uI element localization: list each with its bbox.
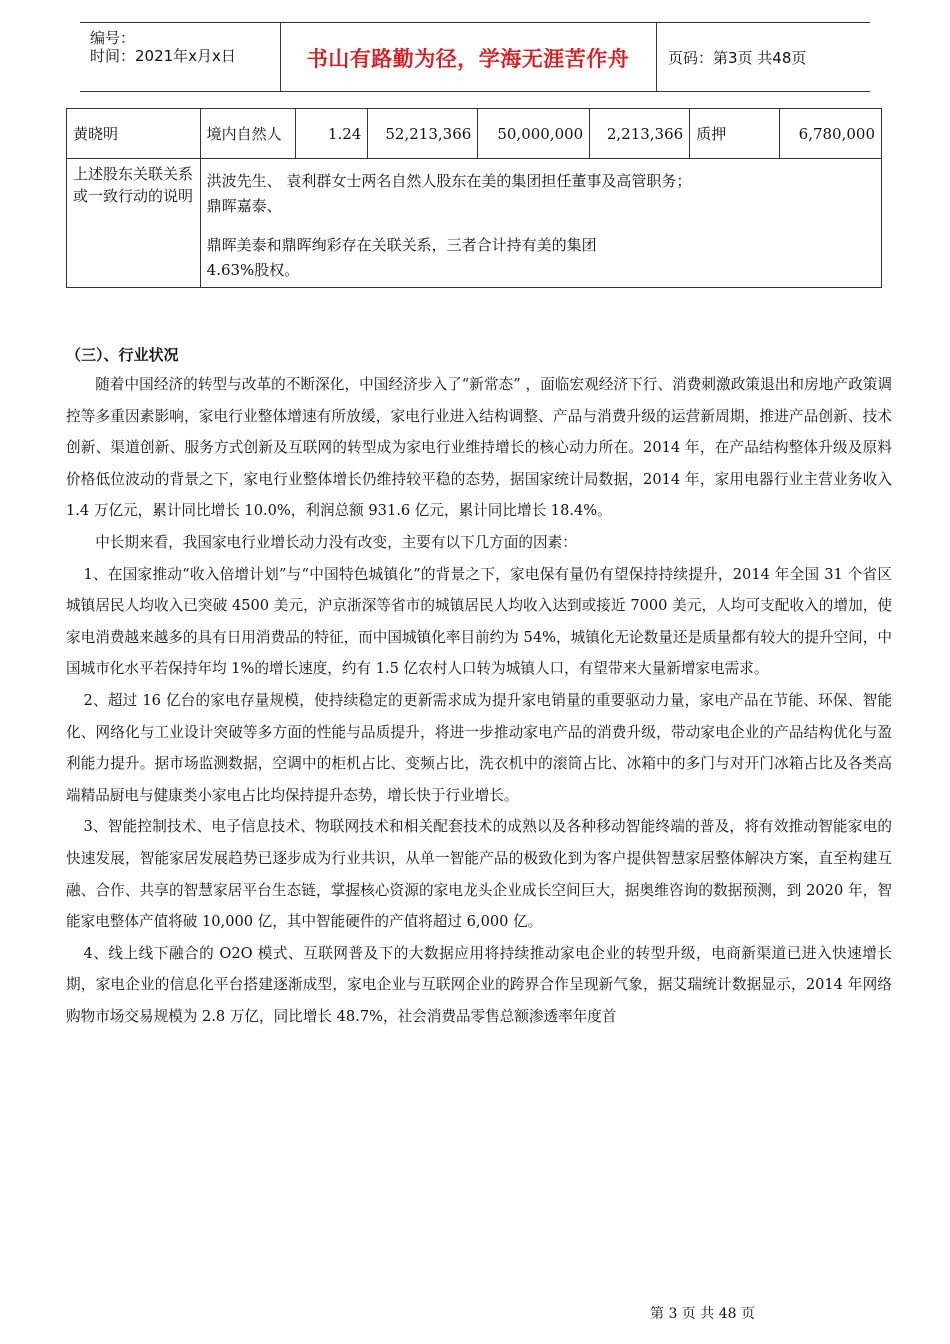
section-title: （三）、行业状况: [66, 346, 179, 364]
header-motto: 书山有路勤为径，学海无涯苦作舟: [306, 47, 630, 71]
header-divider: [280, 23, 281, 91]
shares-total: 52,213,366: [368, 109, 478, 159]
list-paragraph: 4、线上线下融合的 O2O 模式、互联网普及下的大数据应用将持续推动家电企业的转型升级，电商新渠道已进入快速增长期，家电企业的信息化平台搭建逐渐成型，家电企业与互联网企业的跨界合作呈现新气象，据艾瑞统计数据显示，2014 年网络购物市场交易规模为 2.8 万亿，同比增长 48.7%，社会消费品零售总额渗透率年度首: [66, 944, 892, 1025]
header-page-number: 页码：第3页 共48页: [668, 49, 807, 67]
table-row: [67, 109, 882, 159]
relation-description: [200, 159, 881, 288]
relation-line: 4.63%股权。: [206, 261, 300, 279]
page-footer: 第 3 页 共 48 页: [650, 1306, 755, 1322]
doc-number: 编号：: [90, 29, 136, 47]
shareholder-type: 境内自然人: [200, 109, 296, 159]
paragraph: 随着中国经济的转型与改革的不断深化，中国经济步入了“新常态” ，面临宏观经济下行、消费刺激政策退出和房地产政策调控等多重因素影响，家电行业整体增速有所放缓，家电行业进入结构调整、产品与消费升级的运营新周期，推进产品创新、技术创新、渠道创新、服务方式创新及互联网的转型成为家电行业维持增长的核心动力所在。2014 年，在产品结构整体升级及原料价格低位波动的背景之下，家电行业整体增长仍维持较平稳的态势，据国家统计局数据，2014 年，家用电器行业主营业务收入 1.4 万亿元，累计同比增长 10.0%，利润总额 931.6 亿元，累计同比增长 18.4%。: [66, 376, 892, 520]
industry-section: [66, 344, 892, 1032]
list-paragraph: 2、超过 16 亿台的家电存量规模，使持续稳定的更新需求成为提升家电销量的重要驱动力量，家电产品在节能、环保、智能化、网络化与工业设计突破等多方面的性能与品质提升，将进一步推动家电产品的消费升级，带动家电企业的产品结构优化与盈利能力提升。据市场监测数据，空调中的柜机占比、变频占比，洗衣机中的滚筒占比、冰箱中的多门与对开门冰箱占比及各类高端精品厨电与健康类小家电占比均保持提升态势，增长快于行业增长。: [66, 691, 892, 804]
relation-gap: [207, 219, 875, 233]
paragraph: 中长期来看，我国家电行业增长动力没有改变，主要有以下几方面的因素：: [95, 533, 577, 551]
shares-restricted: 50,000,000: [478, 109, 590, 159]
relation-line: 洪波先生、 袁利群女士两名自然人股东在美的集团担任董事及高管职务；: [206, 172, 692, 190]
pledge-status: 质押: [690, 109, 780, 159]
shareholder-name: 黄晓明: [67, 109, 201, 159]
relation-label: 上述股东关联关系或一致行动的说明: [67, 159, 201, 288]
shares-unrestricted: 2,213,366: [590, 109, 690, 159]
doc-time: 时间：2021年x月x日: [90, 47, 236, 65]
header-divider: [656, 23, 657, 91]
shares-pledged: 6,780,000: [779, 109, 881, 159]
list-paragraph: 3、智能控制技术、电子信息技术、物联网技术和相关配套技术的成熟以及各种移动智能终端的普及，将有效推动智能家电的快速发展，智能家居发展趋势已逐步成为行业共识，从单一智能产品的极致化到为客户提供智慧家居整体解决方案，直至构建互融、合作、共享的智慧家居平台生态链，掌握核心资源的家电龙头企业成长空间巨大，据奥维咨询的数据预测，到 2020 年，智能家电整体产值将破 10,000 亿，其中智能硬件的产值将超过 6,000 亿。: [66, 818, 892, 931]
page-header: [80, 22, 870, 92]
shareholding-pct: 1.24: [296, 109, 368, 159]
table-row: [67, 159, 882, 288]
list-paragraph: 1、在国家推动“收入倍增计划”与“中国特色城镇化”的背景之下，家电保有量仍有望保持持续提升，2014 年全国 31 个省区城镇居民人均收入已突破 4500 美元，沪京浙深等省市的城镇居民人均收入达到或接近 7000 美元，人均可支配收入的增加，使家电消费越来越多的具有日用消费品的特征，而中国城镇化率目前约为 54%，城镇化无论数量还是质量都有较大的提升空间，中国城市化水平若保持年均 1%的增长速度，约有 1.5 亿农村人口转为城镇人口，有望带来大量新增家电需求。: [66, 565, 892, 678]
shareholder-table: [66, 108, 882, 288]
relation-line: 鼎晖嘉泰、: [206, 197, 282, 215]
relation-line: 鼎晖美泰和鼎晖绚彩存在关联关系，三者合计持有美的集团: [206, 236, 597, 254]
header-meta: [90, 29, 236, 65]
